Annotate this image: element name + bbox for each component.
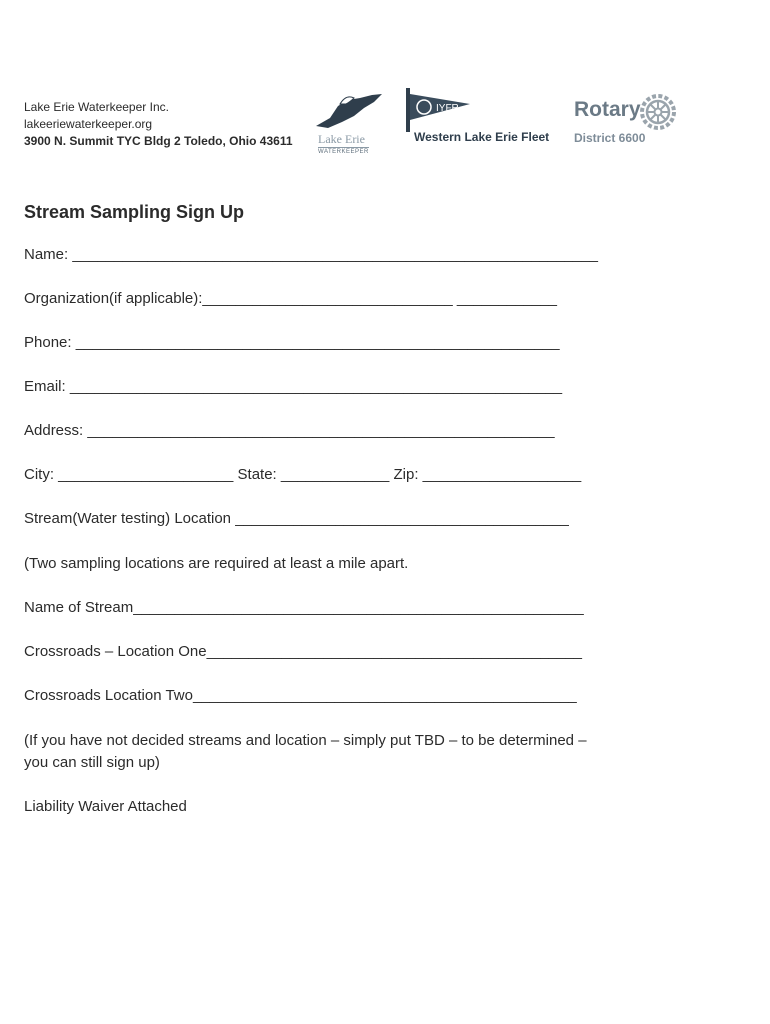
name-of-stream-line: Name of Stream______________________________________________________ bbox=[24, 599, 584, 616]
email-line: Email: ___________________________________________________________ bbox=[24, 378, 563, 395]
form-title: Stream Sampling Sign Up bbox=[24, 202, 245, 222]
tbd-note-line-1: (If you have not decided streams and location – simply put TBD – to be determined – bbox=[24, 732, 587, 749]
rotary-wheel-icon bbox=[638, 92, 678, 132]
org-address: 3900 N. Summit TYC Bldg 2 Toledo, Ohio 43611 bbox=[24, 134, 293, 148]
location-one-line: Crossroads – Location One_____________________________________________ bbox=[24, 643, 583, 660]
sampling-note: (Two sampling locations are required at least a mile apart. bbox=[24, 555, 409, 572]
rotary-word: Rotary bbox=[574, 98, 641, 121]
location-two-line: Crossroads Location Two______________________________________________ bbox=[24, 687, 577, 704]
iyfr-flag-icon bbox=[404, 86, 484, 132]
liability-waiver-note: Liability Waiver Attached bbox=[24, 798, 187, 815]
name-line: Name: _______________________________________________________________ bbox=[24, 246, 598, 263]
rotary-logo bbox=[570, 92, 686, 148]
rotary-district: District 6600 bbox=[574, 131, 646, 145]
address-line: Address: ________________________________________________________ bbox=[24, 422, 555, 439]
city-state-zip-line: City: _____________________ State: _____________ Zip: ___________________ bbox=[24, 466, 582, 483]
tbd-note-line-2: you can still sign up) bbox=[24, 754, 160, 771]
waterkeeper-text: WATERKEEPER bbox=[318, 149, 369, 155]
lake-erie-shape-icon bbox=[312, 92, 384, 132]
org-website: lakeeriewaterkeeper.org bbox=[24, 117, 153, 131]
organization-line: Organization(if applicable):______________________________ ____________ bbox=[24, 290, 557, 307]
stream-location-line: Stream(Water testing) Location ________________________________________ bbox=[24, 510, 569, 527]
iyfr-logo bbox=[404, 86, 564, 148]
org-info bbox=[24, 99, 293, 150]
org-name: Lake Erie Waterkeeper Inc. bbox=[24, 100, 169, 114]
lake-erie-waterkeeper-logo bbox=[312, 92, 384, 154]
iyfr-caption: Western Lake Erie Fleet bbox=[414, 130, 550, 144]
phone-line: Phone: __________________________________________________________ bbox=[24, 334, 560, 351]
lake-erie-text: Lake Erie bbox=[318, 132, 365, 146]
svg-text:IYFR: IYFR bbox=[436, 103, 459, 114]
